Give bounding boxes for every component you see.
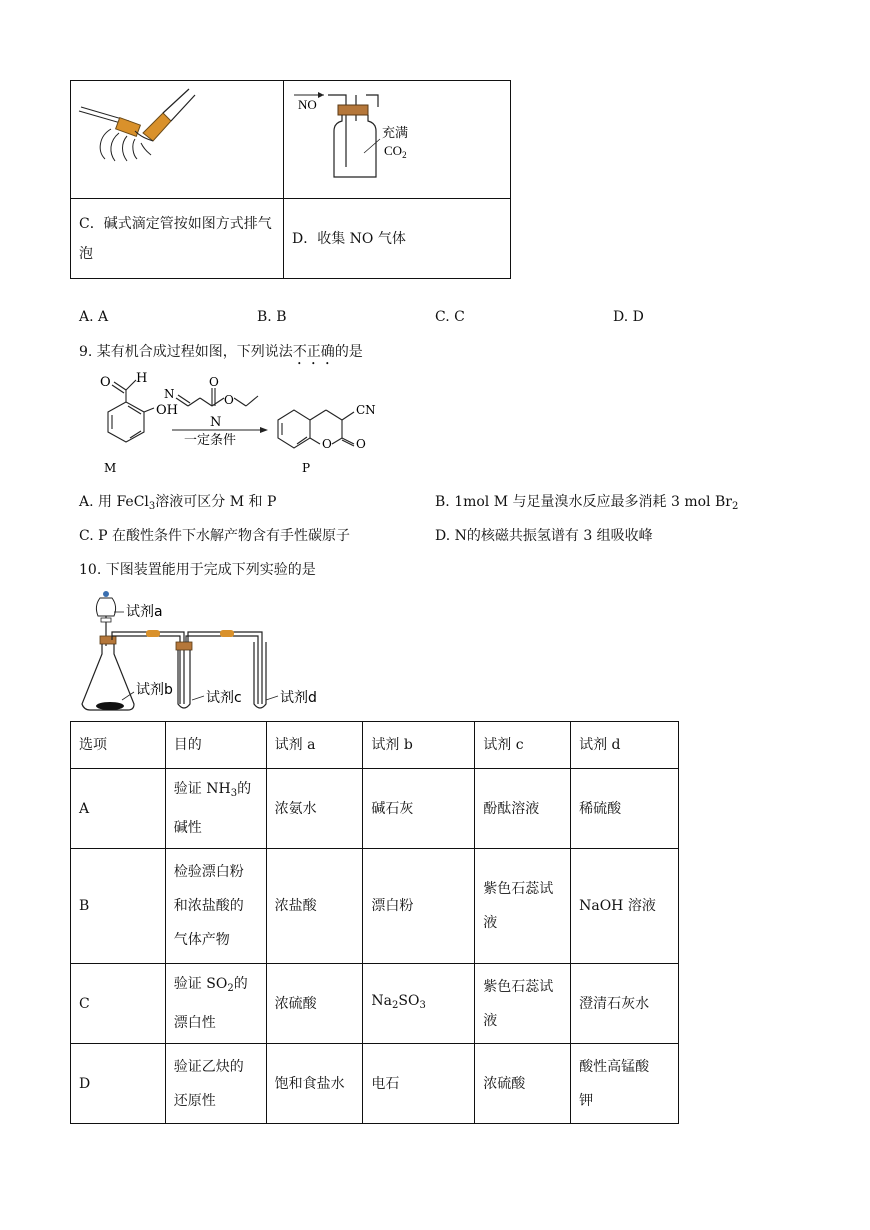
answer-option-c[interactable]: C. C [435, 309, 465, 325]
svg-text:O: O [322, 437, 332, 451]
synthesis-scheme [78, 368, 398, 478]
reagent-d-label: 试剂d [280, 690, 317, 706]
header-reagent-d: 试剂 d [571, 722, 679, 769]
header-goal: 目的 [165, 722, 266, 769]
q9-option-b[interactable]: B. 1mol M 与足量溴水反应最多消耗 3 mol $Br_2$ [435, 494, 739, 512]
svg-text:H: H [136, 371, 148, 386]
svg-text:O: O [100, 375, 111, 390]
question-10-stem: 10. 下图装置能用于完成下列实验的是 [79, 562, 316, 578]
emphasis-text: 不正确 [292, 344, 335, 360]
svg-text:N: N [164, 387, 175, 401]
q10-options-table [70, 721, 679, 1124]
top-options-table [70, 80, 511, 279]
q9-option-d[interactable]: D. N的核磁共振氢谱有 3 组吸收峰 [435, 528, 653, 544]
header-option: 选项 [71, 722, 166, 769]
svg-text:O: O [209, 375, 219, 389]
q9-option-c[interactable]: C. P 在酸性条件下水解产物含有手性碳原子 [79, 528, 350, 544]
header-reagent-a: 试剂 a [266, 722, 363, 769]
answer-option-b[interactable]: B. B [257, 309, 287, 325]
reagent-b-label: 试剂b [136, 682, 173, 698]
compound-m-label: M [104, 461, 117, 475]
compound-p-label: P [302, 461, 311, 475]
header-reagent-b: 试剂 b [363, 722, 475, 769]
figure-cell-d [284, 81, 511, 199]
gas-label: NO [298, 97, 317, 112]
gas-collection-figure [284, 81, 510, 185]
svg-text:CO2: $CO_2$ [384, 143, 407, 160]
table-row: D 验证乙炔的 还原性 饱和食盐水 电石 浓硫酸 酸性高锰酸 钾 [71, 1044, 679, 1124]
svg-text:OH: OH [156, 403, 178, 418]
reagent-c-label: 试剂c [206, 690, 242, 706]
table-row: A 验证 $NH_3$的 碱性 浓氨水 碱石灰 酚酞溶液 稀硫酸 [71, 769, 679, 849]
answer-option-a[interactable]: A. A [79, 309, 109, 325]
reagent-a-label: 试剂a [126, 604, 163, 620]
svg-text:充满: 充满 [382, 126, 409, 141]
option-c-text: C．碱式滴定管按如图方式排气泡 [71, 199, 284, 279]
question-9-stem: 9. 某有机合成过程如图，下列说法不正确的是 [79, 344, 363, 360]
figure-cell-c [71, 81, 284, 199]
reagent-n-label: N [210, 415, 222, 430]
table-header-row [71, 722, 679, 769]
condition-label: 一定条件 [184, 433, 237, 448]
table-row: B 检验漂白粉 和浓盐酸的 气体产物 浓盐酸 漂白粉 紫色石蕊试 液 NaOH 溶液 [71, 849, 679, 964]
option-d-text: D．收集 NO 气体 [284, 199, 511, 279]
svg-text:O: O [356, 437, 366, 451]
table-row: C 验证 $SO_2$的 漂白性 浓硫酸 $Na_2SO_3$ 紫色石蕊试 液 澄清石灰水 [71, 964, 679, 1044]
burette-bubble-figure [71, 81, 283, 185]
apparatus-figure [76, 588, 356, 718]
header-reagent-c: 试剂 c [475, 722, 571, 769]
svg-text:CN: CN [356, 403, 376, 417]
svg-text:O: O [224, 393, 234, 407]
q9-option-a[interactable]: A. 用 FeCl$_3$溶液可区分 M 和 P [79, 494, 277, 512]
answer-option-d[interactable]: D. D [613, 309, 644, 325]
